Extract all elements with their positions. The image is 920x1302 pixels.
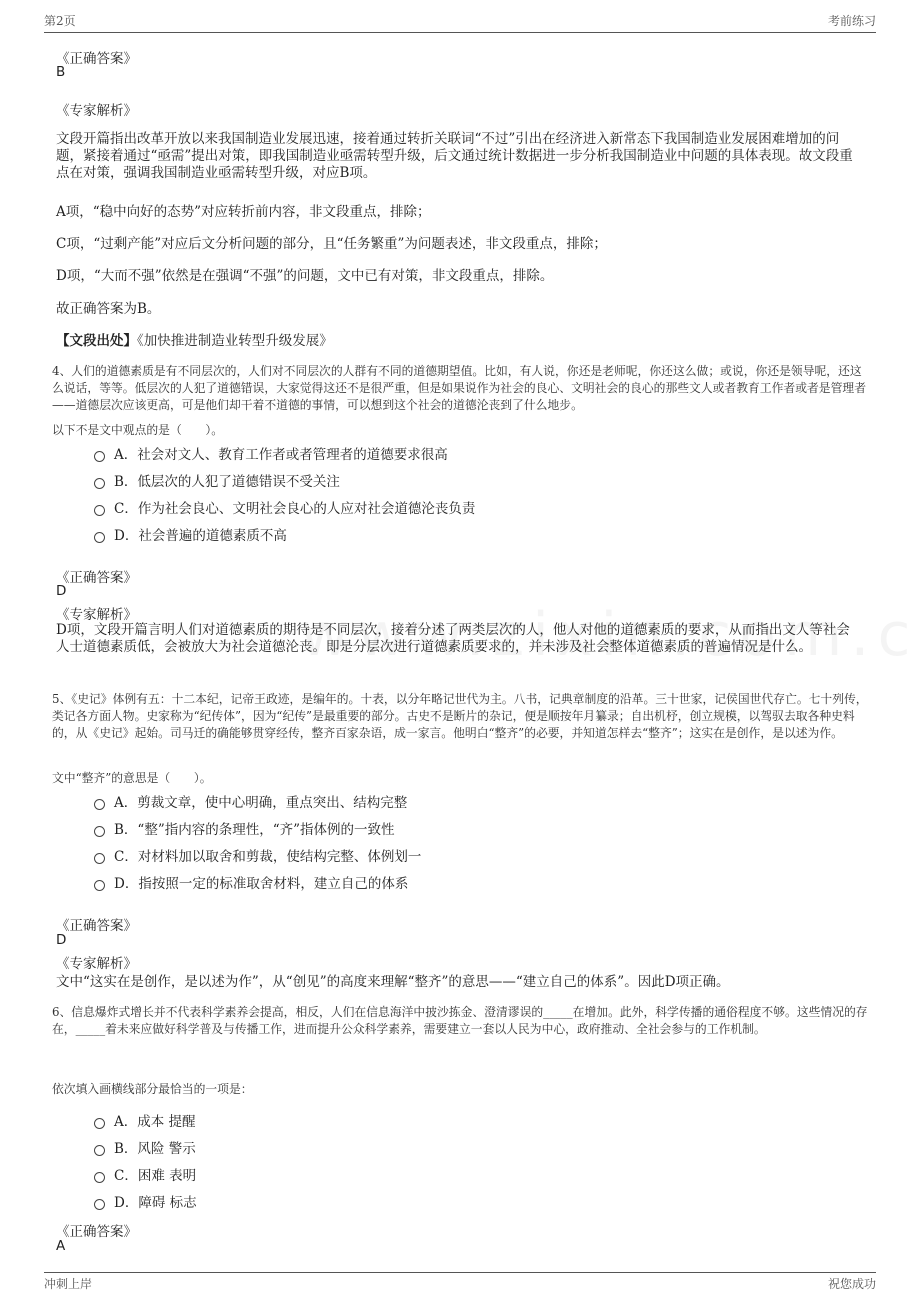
radio-icon[interactable]	[94, 826, 105, 837]
q6-option-a[interactable]: A．成本 提醒	[94, 1110, 196, 1130]
analysis-option-a: A项，“稳中向好的态势”对应转折前内容，非文段重点，排除；	[56, 204, 431, 220]
q4-option-d[interactable]: D．社会普遍的道德素质不高	[94, 524, 287, 544]
q5-answer-label: 《正确答案》	[56, 918, 137, 934]
page-header	[44, 12, 876, 33]
q4-analysis: D项，文段开篇言明人们对道德素质的期待是不同层次，接着分述了两类层次的人，他人对他的道德素质的要求，从而指出文人等社会人士道德素质低，会被放大为社会道德沦丧。即是分层次进行道德素质要求的，并未涉及社会整体道德素质的普遍情况是什么。	[56, 622, 850, 655]
q4-option-a[interactable]: A．社会对文人、教育工作者或者管理者的道德要求很高	[94, 443, 448, 463]
q5-option-b[interactable]: B．“整”指内容的条理性，“齐”指体例的一致性	[94, 818, 395, 838]
conclusion: 故正确答案为B。	[56, 301, 161, 317]
radio-icon[interactable]	[94, 478, 105, 489]
radio-icon[interactable]	[94, 505, 105, 516]
q4-analysis-label: 《专家解析》	[56, 607, 137, 623]
footer-left: 冲刺上岸	[44, 1277, 93, 1291]
radio-icon[interactable]	[94, 1172, 105, 1183]
q6-option-d[interactable]: D．障碍 标志	[94, 1191, 197, 1211]
question-5-stem: 5、《史记》体例有五：十二本纪，记帝王政迹，是编年的。十表，以分年略记世代为主。八书，记典章制度的沿革。三十世家，记侯国世代存亡。七十列传，类记各方面人物。史家称为“纪传体”，因为“纪传”是最重要的部分。古史不是断片的杂记，便是顺按年月纂录；自出机杼，创立规模，以驾驭去取各种史料的，从《史记》起始。司马迁的确能够贯穿经传，整齐百家杂语，成一家言。他明白“整齐”的必要，并知道怎样去“整齐”；这实在是创作，是以述为作。	[52, 692, 868, 740]
analysis-option-d: D项，“大而不强”依然是在强调“不强”的问题，文中已有对策，非文段重点，排除。	[56, 268, 554, 284]
q6-option-b[interactable]: B．风险 警示	[94, 1137, 196, 1157]
q5-answer-value: D	[56, 932, 67, 948]
footer-right: 祝您成功	[827, 1277, 876, 1291]
q6-option-c[interactable]: C．困难 表明	[94, 1164, 196, 1184]
q4-option-c[interactable]: C．作为社会良心、文明社会良心的人应对社会道德沦丧负责	[94, 497, 475, 517]
radio-icon[interactable]	[94, 1199, 105, 1210]
header-title: 考前练习	[827, 14, 876, 28]
question-6-stem: 6、信息爆炸式增长并不代表科学素养会提高，相反，人们在信息海洋中披沙拣金、澄清谬误的_____在增加。此外，科学传播的通俗程度不够。这些情况的存在，_____着未来应做好科学普及与传播工作，进而提升公众科学素养，需要建立一套以人民为中心，政府推动、全社会参与的工作机制。	[52, 1005, 868, 1036]
radio-icon[interactable]	[94, 1145, 105, 1156]
q5-option-d[interactable]: D．指按照一定的标准取舍材料，建立自己的体系	[94, 872, 408, 892]
q5-analysis: 文中“这实在是创作，是以述为作”，从“创见”的高度来理解“整齐”的意思——“建立自己的体系”。因此D项正确。	[56, 974, 730, 990]
q5-analysis-label: 《专家解析》	[56, 956, 137, 972]
q5-option-a[interactable]: A．剪裁文章，使中心明确，重点突出、结构完整	[94, 791, 407, 811]
q4-answer-value: D	[56, 583, 67, 599]
radio-icon[interactable]	[94, 799, 105, 810]
radio-icon[interactable]	[94, 451, 105, 462]
q4-answer-label: 《正确答案》	[56, 570, 137, 586]
question-6-prompt: 依次填入画横线部分最恰当的一项是：	[52, 1082, 253, 1096]
radio-icon[interactable]	[94, 880, 105, 891]
radio-icon[interactable]	[94, 853, 105, 864]
question-4-stem: 4、人们的道德素质是有不同层次的，人们对不同层次的人群有不同的道德期望值。比如，有人说，你还是老师呢，你还这么做；或说，你还是领导呢，还这么说话，等等。低层次的人犯了道德错误，大家觉得这还不是很严重，但是如果说作为社会的良心、文明社会的良心的那些文人或者教育工作者或者是管理者——道德层次应该更高，可是他们却干着不道德的事情，可以想到这个社会的道德沦丧到了什么地步。	[52, 364, 866, 412]
radio-icon[interactable]	[94, 1118, 105, 1129]
analysis-option-c: C项，“过剩产能”对应后文分析问题的部分，且“任务繁重”为问题表述，非文段重点，排除；	[56, 236, 607, 252]
radio-icon[interactable]	[94, 532, 105, 543]
analysis-paragraph: 文段开篇指出改革开放以来我国制造业发展迅速，接着通过转折关联词“不过”引出在经济进入新常态下我国制造业发展困难增加的问题，紧接着通过“亟需”提出对策，即我国制造业亟需转型升级，后文通过统计数据进一步分析我国制造业中问题的具体表现。故文段重点在对策，强调我国制造业亟需转型升级，对应B项。	[56, 131, 853, 181]
q4-option-b[interactable]: B．低层次的人犯了道德错误不受关注	[94, 470, 340, 490]
answer-value: B	[56, 64, 66, 80]
source-line	[56, 329, 333, 349]
analysis-label: 《专家解析》	[56, 103, 137, 119]
q6-answer-label: 《正确答案》	[56, 1224, 137, 1240]
q6-answer-value: A	[56, 1238, 66, 1254]
page-footer	[44, 1272, 876, 1292]
question-4-prompt: 以下不是文中观点的是（ ）。	[52, 423, 224, 437]
question-5-prompt: 文中“整齐”的意思是（ ）。	[52, 771, 212, 785]
source-label: 【文段出处】	[56, 333, 137, 349]
source-title: 《加快推进制造业转型升级发展》	[137, 333, 333, 349]
q5-option-c[interactable]: C．对材料加以取舍和剪裁，使结构完整、体例划一	[94, 845, 421, 865]
answer-label: 《正确答案》	[56, 51, 137, 67]
page-number: 第2页	[44, 14, 76, 28]
